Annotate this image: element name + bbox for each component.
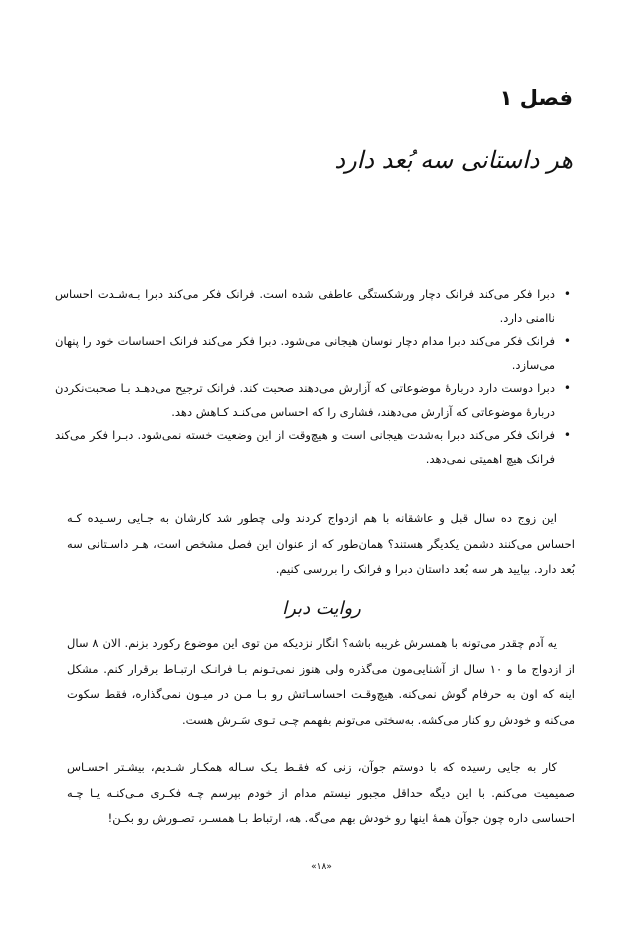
story-paragraph: کار به جایی رسیده که با دوستم جوآن، زنی که فقـط یـک سـاله همکـار شـدیم، بیشـتر احسـاس صمیمیت می‌کنم. با این دیگه حداقل مجبور نیستم مدام از خودم بپرسم چـه فکـری مـی‌کنـه یـا چـه احساسی داره چون جوآن همهٔ اینها رو خودش بهم می‌گه. هه، ارتباط بـا همسـر، تصـورش رو بکـن! bbox=[67, 760, 575, 825]
chapter-title: هر داستانی سه بُعد دارد bbox=[334, 146, 573, 174]
chapter-label: فصل ۱ bbox=[499, 86, 573, 110]
page-number: «۱۸» bbox=[311, 862, 332, 872]
intro-paragraph: این زوج ده سال قبل و عاشقانه با هم ازدواج کردند ولی چطور شد کارشان به جـایی رسـیده کـه احساس می‌کنند دشمن یکدیگر هستند؟ همان‌طور که از عنوان این فصل مشخص است، هـر داسـتانی سه بُعد دارد. بیایید هر سه بُعد داستان دبرا و فرانک را بررسی کنیم. bbox=[67, 511, 575, 576]
bullet-text: فرانک فکر می‌کند دبرا به‌شدت هیجانی است و هیچ‌وقت از این وضعیت خسته نمی‌شود. دبـرا فکر می‌کند فرانک هیچ اهمیتی نمی‌دهد. bbox=[55, 428, 555, 466]
section-heading: روایت دبرا bbox=[282, 598, 361, 619]
bullet-item bbox=[55, 424, 571, 471]
bullet-item bbox=[55, 330, 571, 377]
story-paragraph: یه آدم چقدر می‌تونه با همسرش غریبه باشه؟ انگار نزدیکه من توی این موضوع رکورد بزنم. الان ۸ سال از ازدواج ما و ۱۰ سال از آشنایی‌مون می‌گذره ولی هنوز نمی‌تـونم بـا فرانـک ارتبـاط برقرار کنم. مشکل اینه که اون به حرفام گوش نمی‌کنه. هیچ‌وقـت احساسـاتش رو بـا مـن در میـون نمی‌گذاره، فقط سکوت می‌کنه و خودش رو کنار می‌کشه. به‌سختی می‌تونم بفهمم چـی تـوی سَـرش هست. bbox=[67, 636, 575, 727]
bullet-icon: • bbox=[563, 334, 571, 348]
bullet-list bbox=[55, 283, 575, 471]
bullet-item bbox=[55, 377, 571, 424]
bullet-text: دبرا دوست دارد دربارهٔ موضوعاتی که آزارش می‌دهند صحبت کند. فرانک ترجیح می‌دهـد بـا صحبت‌نکردن دربارهٔ موضوعاتی که آزارش می‌دهند، فشاری را که احساس می‌کنـد کـاهش دهد. bbox=[55, 381, 555, 419]
bullet-icon: • bbox=[563, 381, 571, 395]
bullet-text: فرانک فکر می‌کند دبرا مدام دچار نوسان هیجانی می‌شود. دبرا فکر می‌کند فرانک احساسات خود را پنهان می‌سازد. bbox=[55, 334, 555, 372]
bullet-item bbox=[55, 283, 571, 330]
bullet-text: دبرا فکر می‌کند فرانک دچار ورشکستگی عاطفی شده است. فرانک فکر می‌کند دبرا بـه‌شـدت احساس ناامنی دارد. bbox=[55, 287, 555, 325]
bullet-icon: • bbox=[563, 428, 571, 442]
bullet-icon: • bbox=[563, 287, 571, 301]
